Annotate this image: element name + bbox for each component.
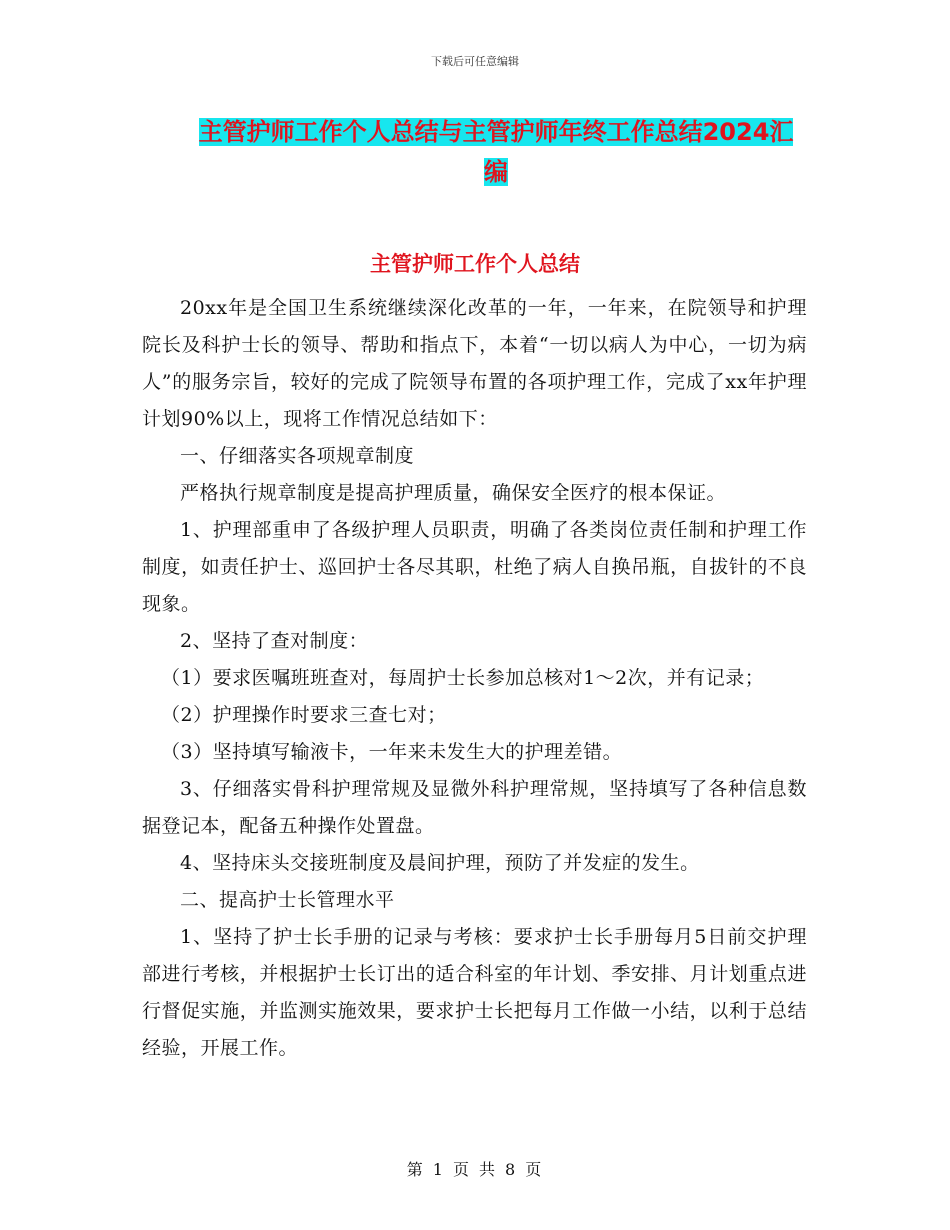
header-note: 下载后可任意编辑 [431, 55, 519, 68]
paragraph: 一、仔细落实各项规章制度 [180, 445, 415, 467]
total-word: 共 [479, 1160, 498, 1179]
paragraph: 20xx年是全国卫生系统继续深化改革的一年，一年来，在院领导和护理院长及科护士长的领导、帮助和指点下，本着“一切以病人为中心，一切为病人”的服务宗旨，较好的完成了院领导布置的各项护理工作，完成了xx年护理计划90%以上，现将工作情况总结如下： [142, 297, 807, 430]
page-footer [0, 1157, 950, 1180]
paragraph: 3、仔细落实骨科护理常规及显微外科护理常规，坚持填写了各种信息数据登记本，配备五种操作处置盘。 [142, 778, 807, 837]
page-number: 1 [432, 1160, 445, 1179]
page-word: 第 [406, 1160, 425, 1179]
paragraph: （2）护理操作时要求三查七对； [161, 704, 447, 726]
document-body [142, 290, 807, 1067]
document-title [190, 112, 802, 192]
paragraph: 1、坚持了护士长手册的记录与考核：要求护士长手册每月5日前交护理部进行考核，并根据护士长订出的适合科室的年计划、季安排、月计划重点进行督促实施，并监测实施效果，要求护士长把每月工作做一小结，以利于总结经验，开展工作。 [142, 926, 807, 1059]
section-title: 主管护师工作个人总结 [370, 252, 580, 276]
paragraph: 2、坚持了查对制度： [180, 630, 369, 652]
page-unit: 页 [452, 1160, 471, 1179]
paragraph: 严格执行规章制度是提高护理质量，确保安全医疗的根本保证。 [180, 482, 727, 504]
paragraph: 二、提高护士长管理水平 [180, 889, 395, 911]
paragraph: （1）要求医嘱班班查对，每周护士长参加总核对1～2次，并有记录； [161, 667, 765, 689]
paragraph: 4、坚持床头交接班制度及晨间护理，预防了并发症的发生。 [180, 852, 700, 874]
document-title-text: 主管护师工作个人总结与主管护师年终工作总结2024汇编 [198, 118, 794, 186]
total-pages: 8 [505, 1160, 518, 1179]
paragraph: 1、护理部重申了各级护理人员职责，明确了各类岗位责任制和护理工作制度，如责任护士、巡回护士各尽其职，杜绝了病人自换吊瓶，自拔针的不良现象。 [142, 519, 807, 615]
total-unit: 页 [525, 1160, 544, 1179]
paragraph: （3）坚持填写输液卡，一年来未发生大的护理差错。 [161, 741, 623, 763]
